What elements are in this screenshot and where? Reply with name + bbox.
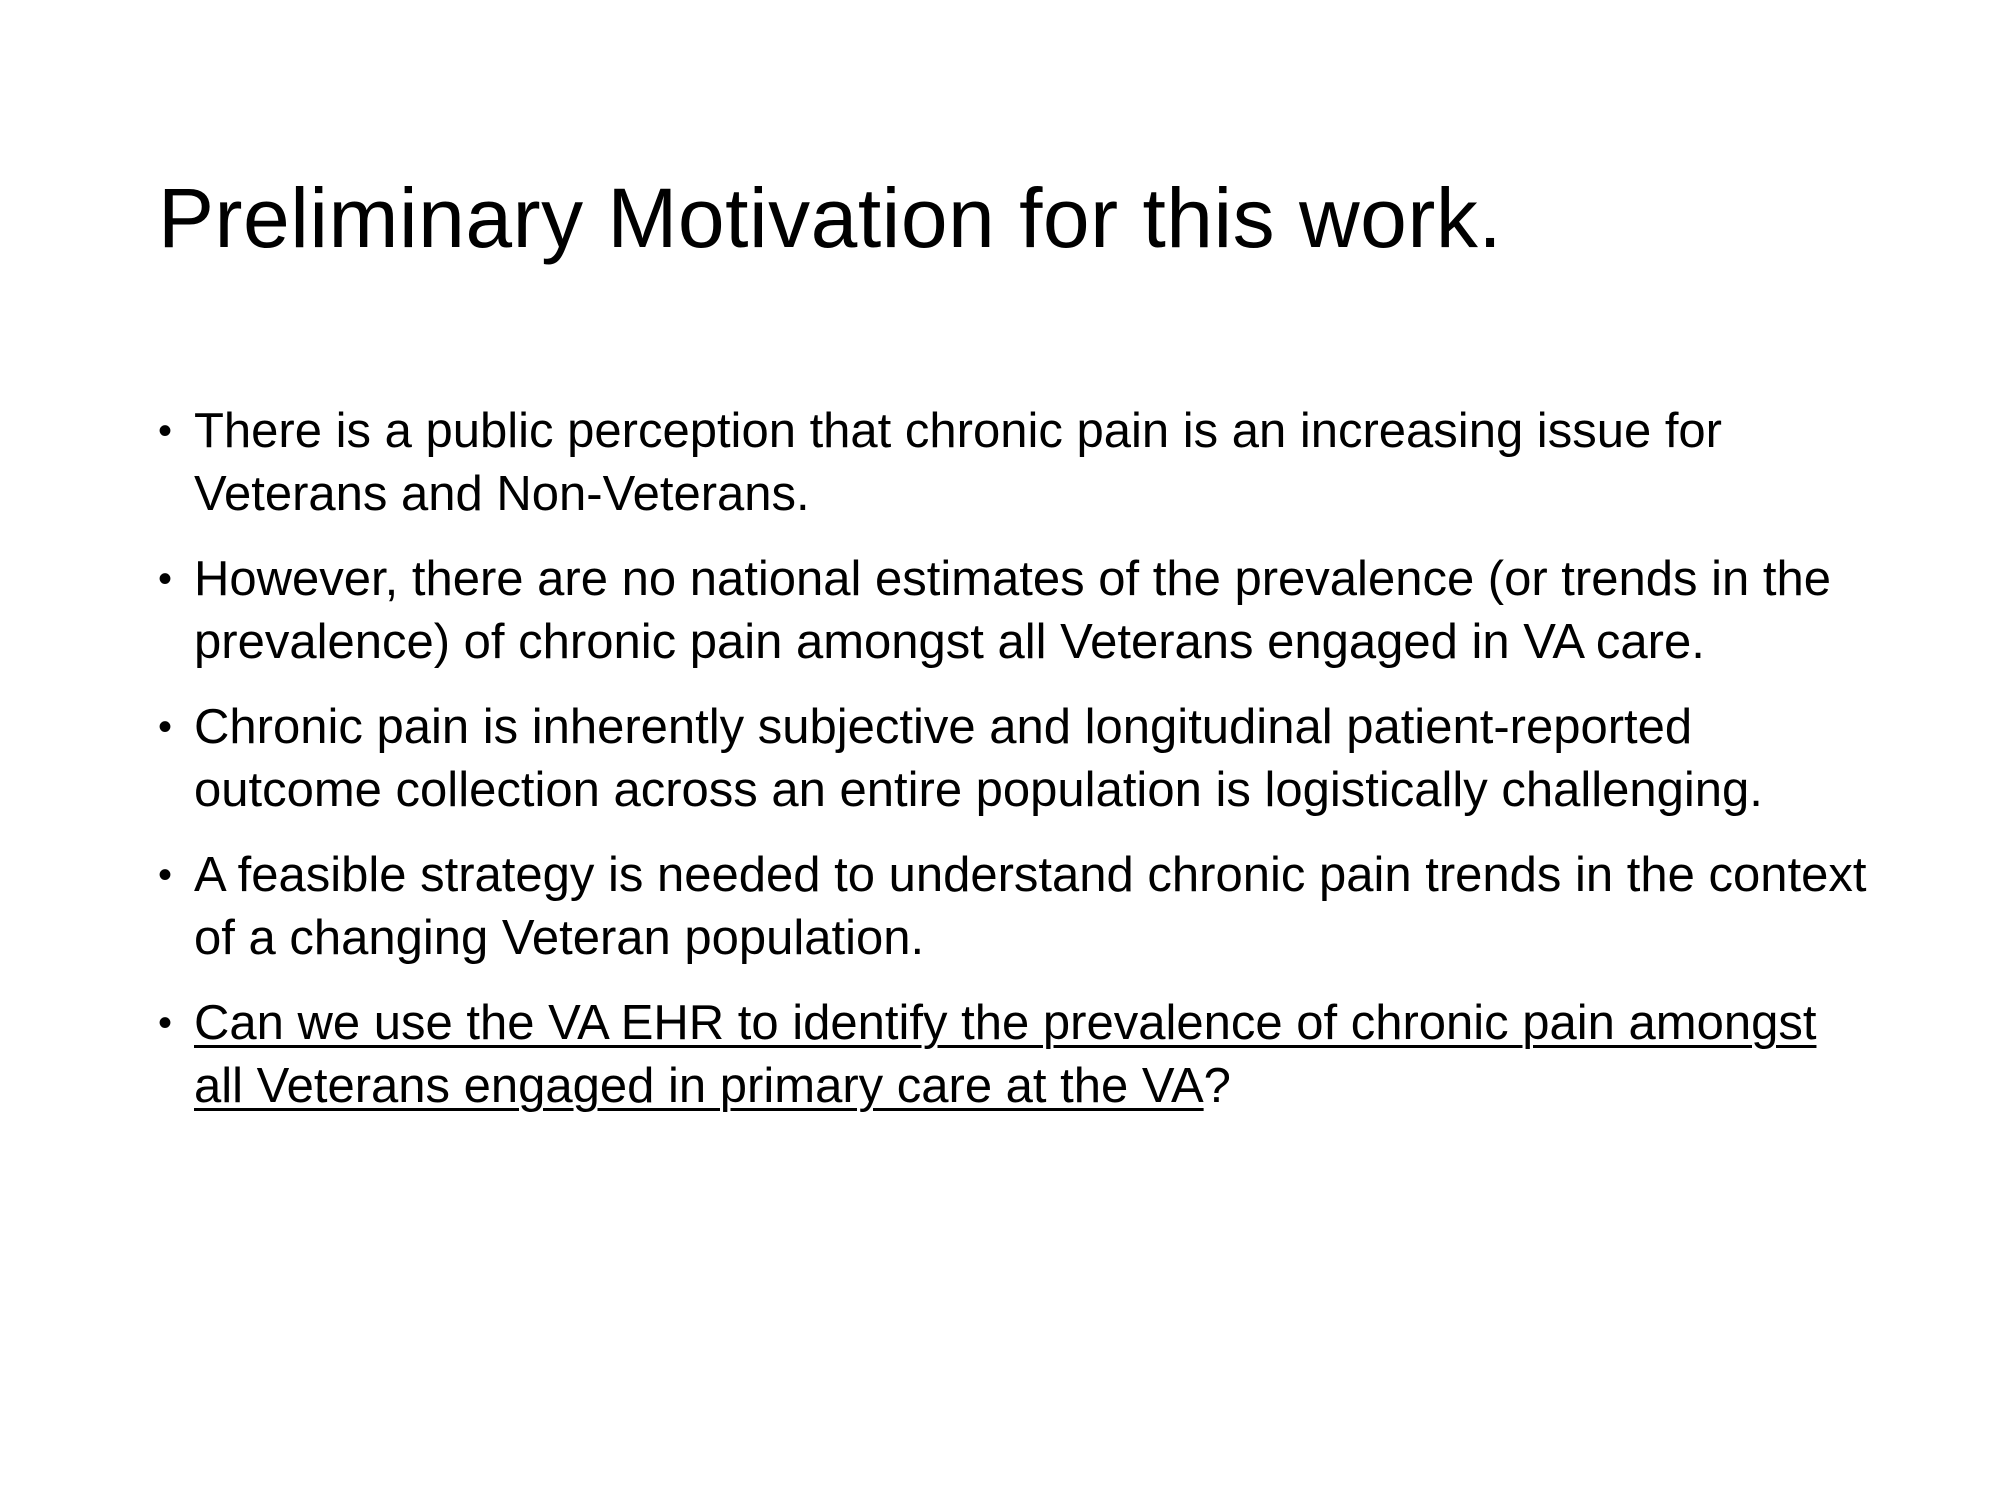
bullet-dot-icon: • [158, 1001, 173, 1045]
bullet-dot-icon: • [158, 557, 173, 601]
bullet-text: There is a public perception that chronic pain is an increasing issue for Veterans and Non-Veterans. [194, 404, 1722, 521]
bullet-list [158, 400, 1878, 1140]
bullet-text: A feasible strategy is needed to understand chronic pain trends in the context of a changing Veteran population. [194, 848, 1867, 965]
bullet-dot-icon: • [158, 853, 173, 897]
slide-title: Preliminary Motivation for this work. [158, 171, 1503, 265]
question-underlined-text: Can we use the VA EHR to identify the prevalence of chronic pain amongst all Veterans engaged in primary care at the VA [194, 996, 1817, 1113]
question-mark: ? [1203, 1059, 1231, 1113]
bullet-dot-icon: • [158, 705, 173, 749]
bullet-item-question [158, 992, 1878, 1118]
bullet-text: However, there are no national estimates of the prevalence (or trends in the prevalence) of chronic pain amongst all Veterans engaged in VA care. [194, 552, 1831, 669]
bullet-item [158, 844, 1878, 970]
bullet-item [158, 400, 1878, 526]
bullet-item [158, 548, 1878, 674]
bullet-dot-icon: • [158, 409, 173, 453]
bullet-text: Chronic pain is inherently subjective and longitudinal patient-reported outcome collection across an entire population is logistically challenging. [194, 700, 1763, 817]
bullet-item [158, 696, 1878, 822]
